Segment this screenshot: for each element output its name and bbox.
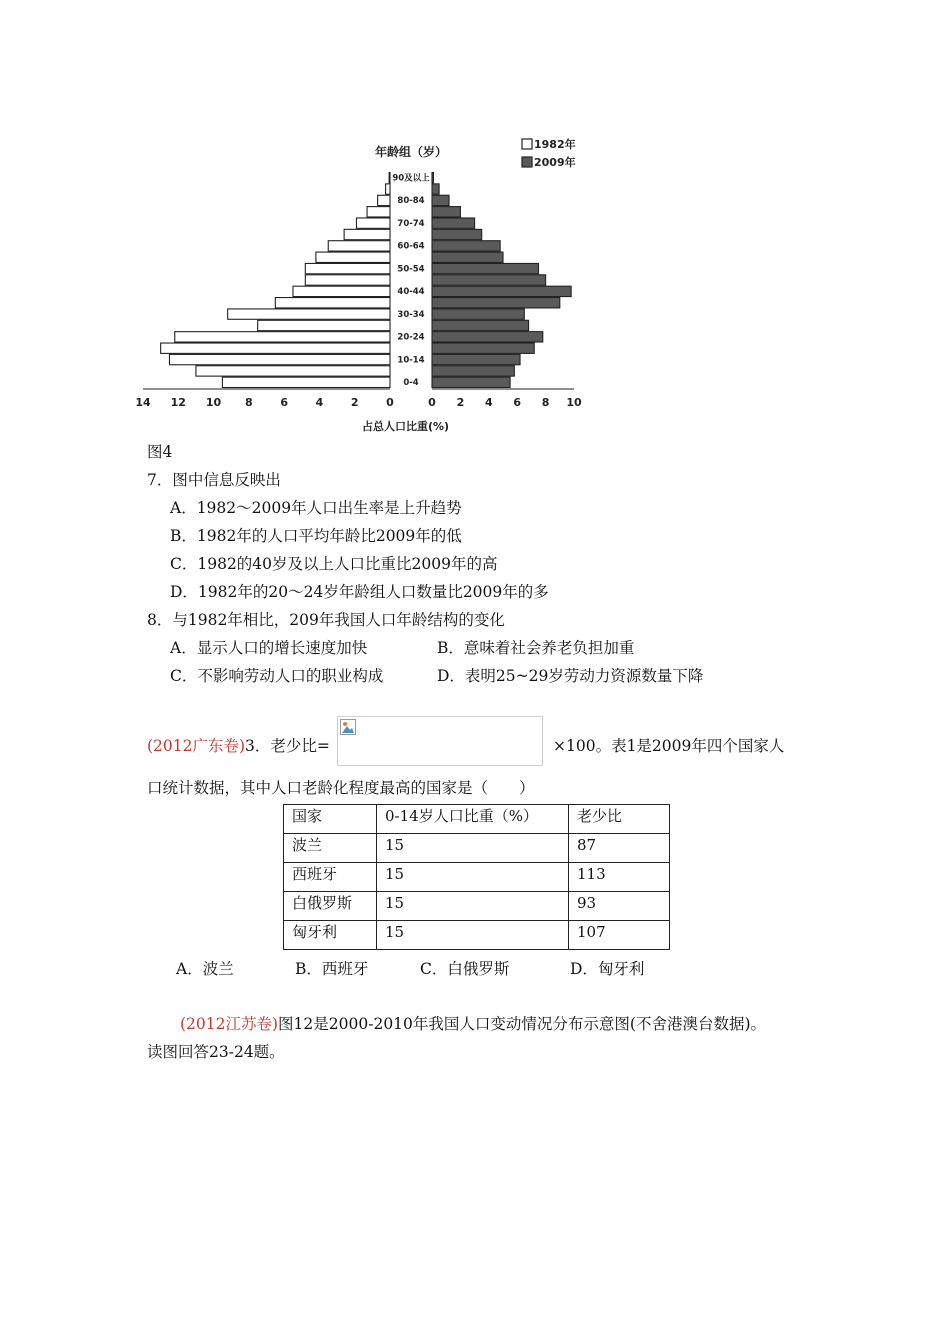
q3-option-a: A．波兰 (176, 960, 234, 978)
q8-option-d: D．表明25~29岁劳动力资源数量下降 (437, 667, 704, 685)
x-tick-left-0: 0 (386, 396, 394, 409)
legend-swatch-1982 (522, 139, 532, 149)
age-label-70-74: 70-74 (397, 218, 425, 229)
x-axis-label: 占总人口比重(%) (362, 420, 450, 433)
formula-image-placeholder (337, 716, 543, 766)
bar-1982-75-79 (367, 207, 390, 217)
x-tick-right-10: 10 (566, 396, 582, 409)
age-label-0-4: 0-4 (403, 378, 419, 388)
bar-2009-40-44 (432, 286, 571, 296)
table-row (284, 892, 670, 921)
bar-2009-50-54 (432, 263, 539, 273)
cell-ratio: 15 (377, 834, 569, 863)
cell-old-young: 113 (569, 863, 670, 892)
population-pyramid-chart (135, 128, 600, 438)
age-label-60-64: 60-64 (397, 241, 425, 252)
x-tick-left-8: 8 (245, 396, 253, 409)
bar-1982-40-44 (293, 286, 390, 296)
bar-1982-25-29 (258, 320, 390, 330)
q23-line1 (180, 1012, 766, 1034)
bar-2009-35-39 (432, 298, 560, 308)
header-ratio: 0-14岁人口比重（%） (377, 805, 569, 834)
bar-2009-75-79 (432, 207, 460, 217)
series-1982-bars (161, 173, 390, 388)
bar-2009-60-64 (432, 241, 500, 251)
x-tick-left-10: 10 (205, 396, 222, 409)
cell-old-young: 93 (569, 892, 670, 921)
bar-1982-80-84 (378, 195, 390, 205)
country-stats-table (283, 804, 670, 950)
bar-1982-85-89 (386, 184, 390, 194)
q23-text: 图12是2000-2010年我国人口变动情况分布示意图(不舍港澳台数据)。 (278, 1015, 766, 1033)
cell-old-young: 87 (569, 834, 670, 863)
x-tick-left-4: 4 (315, 396, 324, 409)
bar-2009-30-34 (432, 309, 524, 319)
chart-title: 年龄组（岁） (375, 145, 448, 159)
q7-option-d: D．1982年的20～24岁年龄组人口数量比2009年的多 (170, 583, 549, 601)
cell-ratio: 15 (377, 892, 569, 921)
bar-1982-70-74 (356, 218, 390, 228)
q8-option-c: C．不影响劳动人口的职业构成 (170, 667, 384, 685)
x-tick-left-12: 12 (170, 396, 186, 409)
bar-2009-10-14 (432, 354, 520, 364)
bar-1982-0-4 (222, 377, 390, 387)
age-label-40-44: 40-44 (397, 287, 425, 298)
cell-old-young: 107 (569, 921, 670, 950)
q23-line2: 读图回答23-24题。 (147, 1043, 285, 1061)
q8-option-a: A．显示人口的增长速度加快 (170, 639, 368, 657)
q3-after: ×100。表1是2009年四个国家人 (553, 737, 785, 755)
cell-ratio: 15 (377, 863, 569, 892)
age-label-80-84: 80-84 (397, 196, 425, 207)
q3-line2: 口统计数据，其中人口老龄化程度最高的国家是（ ） (147, 779, 535, 797)
q7-option-c: C．1982的40岁及以上人口比重比2009年的高 (170, 555, 498, 573)
x-tick-left-14: 14 (135, 396, 151, 409)
x-tick-right-0: 0 (428, 396, 436, 409)
bar-2009-25-29 (432, 320, 529, 330)
age-label-20-24: 20-24 (397, 332, 425, 343)
bar-2009-0-4 (432, 377, 510, 387)
cell-country: 匈牙利 (284, 921, 377, 950)
legend-label-1982: 1982年 (534, 138, 576, 151)
bar-1982-50-54 (305, 263, 390, 273)
bar-2009-45-49 (432, 275, 546, 285)
bar-1982-35-39 (275, 298, 390, 308)
cell-country: 白俄罗斯 (284, 892, 377, 921)
q8-stem: 8．与1982年相比，209年我国人口年龄结构的变化 (147, 611, 505, 629)
table-row (284, 921, 670, 950)
figure-caption: 图4 (147, 443, 173, 461)
bar-2009-5-9 (432, 366, 514, 376)
age-label-90及以上: 90及以上 (392, 173, 430, 184)
cell-ratio: 15 (377, 921, 569, 950)
q3-option-b: B．西班牙 (295, 960, 369, 978)
broken-image-icon (340, 719, 356, 735)
age-label-10-14: 10-14 (397, 355, 425, 366)
table-row (284, 863, 670, 892)
q3-line1 (147, 734, 330, 756)
bar-1982-5-9 (196, 366, 390, 376)
x-tick-right-4: 4 (484, 396, 493, 409)
age-label-50-54: 50-54 (397, 264, 425, 275)
bar-1982-45-49 (305, 275, 390, 285)
q7-stem: 7．图中信息反映出 (147, 471, 281, 489)
x-tick-right-2: 2 (456, 396, 465, 409)
cell-country: 波兰 (284, 834, 377, 863)
legend-swatch-2009 (522, 157, 532, 167)
q3-option-c: C．白俄罗斯 (420, 960, 510, 978)
legend-label-2009: 2009年 (534, 156, 576, 169)
bar-2009-80-84 (432, 195, 449, 205)
q3-source: (2012广东卷) (147, 737, 246, 755)
bar-1982-10-14 (169, 354, 390, 364)
bar-2009-20-24 (432, 332, 543, 342)
age-group-labels (392, 172, 430, 388)
bar-2009-70-74 (432, 218, 475, 228)
bar-1982-30-34 (228, 309, 390, 319)
series-2009-bars (432, 173, 571, 388)
table-header-row (284, 805, 670, 834)
q23-source: (2012江苏卷) (180, 1015, 279, 1033)
x-tick-left-2: 2 (350, 396, 359, 409)
q3-before: 3．老少比= (245, 737, 330, 755)
x-tick-right-8: 8 (541, 396, 550, 409)
header-old-young: 老少比 (569, 805, 670, 834)
bar-2009-65-69 (432, 229, 482, 239)
bar-1982-60-64 (328, 241, 390, 251)
cell-country: 西班牙 (284, 863, 377, 892)
bar-2009-85-89 (432, 184, 439, 194)
table-row (284, 834, 670, 863)
q3-option-d: D．匈牙利 (570, 960, 645, 978)
q7-option-a: A．1982～2009年人口出生率是上升趋势 (170, 499, 462, 517)
age-label-30-34: 30-34 (397, 309, 425, 320)
bar-1982-55-59 (316, 252, 390, 262)
q8-option-b: B．意味着社会养老负担加重 (437, 639, 635, 657)
bar-1982-15-19 (161, 343, 390, 353)
x-tick-left-6: 6 (280, 396, 288, 409)
bar-1982-20-24 (175, 332, 390, 342)
bar-2009-55-59 (432, 252, 503, 262)
header-country: 国家 (284, 805, 377, 834)
x-tick-right-6: 6 (513, 396, 522, 409)
bar-2009-15-19 (432, 343, 534, 353)
bar-1982-65-69 (344, 229, 390, 239)
q7-option-b: B．1982年的人口平均年龄比2009年的低 (170, 527, 462, 545)
